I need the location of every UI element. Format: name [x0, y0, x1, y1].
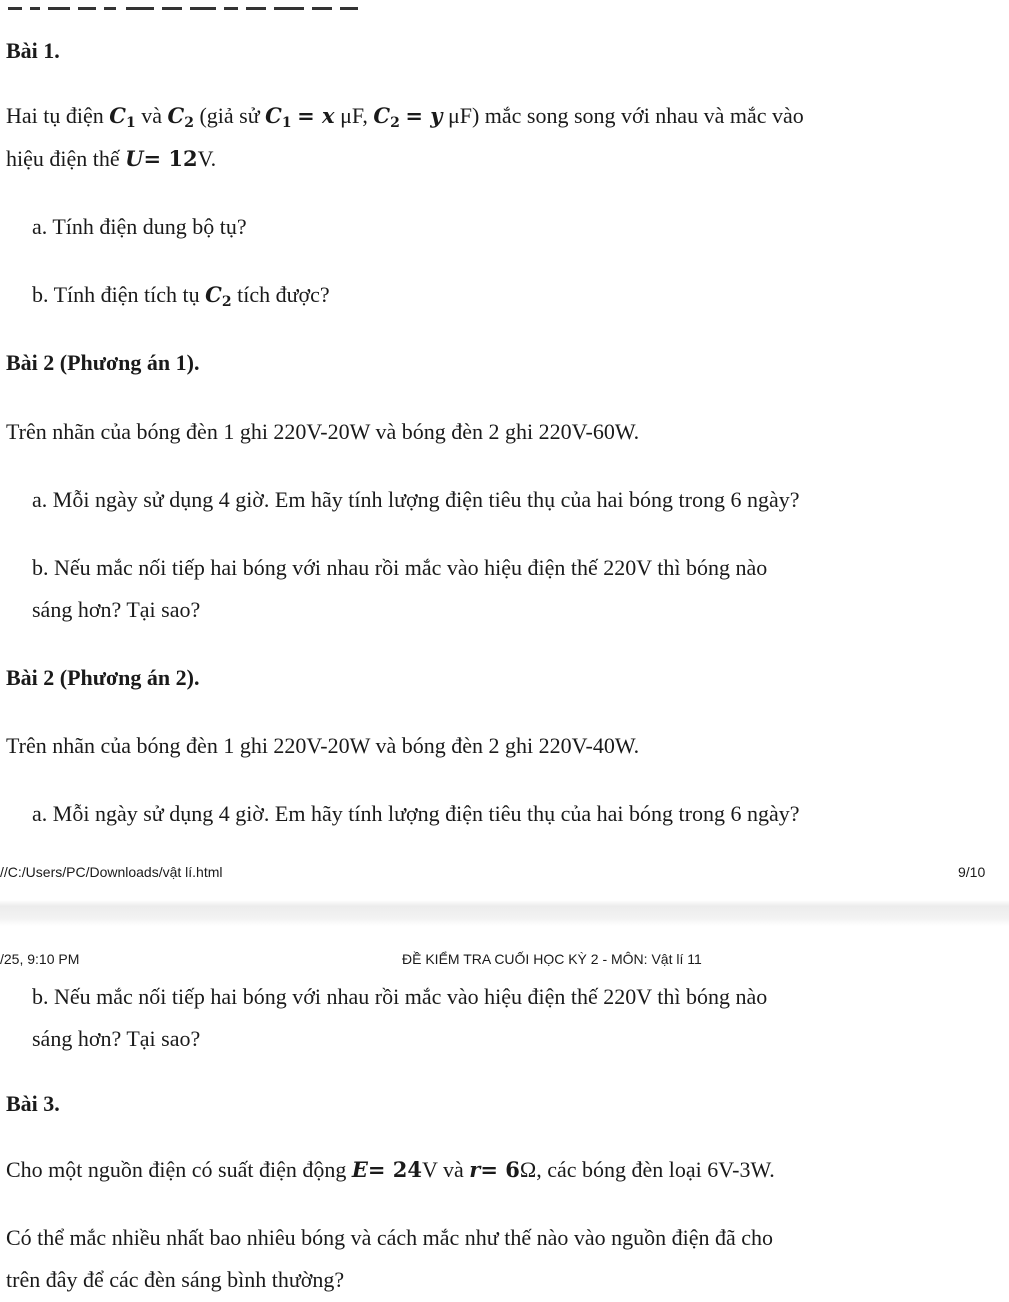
bai2-pa2-intro: Trên nhãn của bóng đèn 1 ghi 220V-20W và bóng đèn 2 ghi 220V-40W.	[6, 733, 640, 758]
bai1-question-a: a. Tính điện dung bộ tụ?	[32, 214, 247, 239]
print-header-title: ĐỀ KIỂM TRA CUỐI HỌC KỲ 2 - MÔN: Vật lí 11	[402, 951, 702, 967]
bai3-question-line1: Có thể mắc nhiều nhất bao nhiêu bóng và cách mắc như thế nào vào nguồn điện đã cho	[6, 1225, 774, 1250]
bai1-question-b	[32, 281, 330, 309]
bai3-question-line2: trên đây để các đèn sáng bình thường?	[6, 1267, 345, 1292]
bai3-intro-text: Cho một nguồn điện có suất điện động	[6, 1157, 347, 1182]
print-footer-url: //C:/Users/PC/Downloads/vật lí.html	[0, 864, 223, 880]
bai2-pa1-title: Bài 2 (Phương án 1).	[6, 350, 200, 375]
bai1-intro-line1	[6, 102, 804, 130]
unit-uf-2: μF) mắc song song với nhau và mắc vào	[447, 103, 804, 128]
resistance-symbol: r	[469, 1157, 481, 1182]
bai2-pa1-question-a: a. Mỗi ngày sử dụng 4 giờ. Em hãy tính lượng điện tiêu thụ của hai bóng trong 6 ngày?	[32, 487, 800, 512]
resistance-value: = 6	[480, 1157, 520, 1182]
unit-uf-1: μF,	[340, 103, 368, 128]
u-symbol: U	[125, 146, 144, 171]
cut-off-heading-remnant	[0, 0, 1009, 6]
bai1-intro-line2	[6, 145, 216, 173]
assume-text: (giả sử	[199, 103, 260, 128]
emf-value: = 24	[367, 1157, 423, 1182]
eq-x: = x	[297, 103, 335, 128]
bai1-b-text: b. Tính điện tích tụ	[32, 282, 200, 307]
bai3-intro	[6, 1156, 775, 1184]
c1-symbol-2: $C_1$	[265, 103, 292, 131]
voltage-text: hiệu điện thế	[6, 146, 120, 171]
print-footer-page-number: 9/10	[958, 864, 986, 880]
c2-symbol-2: $C_2$	[373, 103, 400, 131]
c2-symbol-3: $C_2$	[205, 282, 232, 310]
eq-y: = y	[405, 103, 443, 128]
bai1-title: Bài 1.	[6, 38, 60, 63]
bai1-b-end: tích được?	[237, 282, 330, 307]
bai3-title: Bài 3.	[6, 1091, 60, 1116]
u-value: = 12	[143, 146, 198, 171]
page-break-divider	[0, 900, 1009, 926]
emf-symbol: E	[351, 1157, 368, 1182]
u-unit: V.	[197, 146, 217, 171]
c1-symbol: $C_1$	[109, 103, 136, 131]
bai2-pa2-question-b-line1: b. Nếu mắc nối tiếp hai bóng với nhau rồi mắc vào hiệu điện thế 220V thì bóng nào	[32, 984, 768, 1009]
c2-symbol: $C_2$	[167, 103, 194, 131]
print-header-datetime: /25, 9:10 PM	[0, 951, 80, 967]
bai2-pa1-question-b-line2: sáng hơn? Tại sao?	[32, 597, 201, 622]
resistance-unit: Ω, các bóng đèn loại 6V-3W.	[519, 1157, 775, 1182]
bai1-intro-text: Hai tụ điện	[6, 103, 104, 128]
bai2-pa1-intro: Trên nhãn của bóng đèn 1 ghi 220V-20W và bóng đèn 2 ghi 220V-60W.	[6, 419, 640, 444]
bai2-pa2-question-b-line2: sáng hơn? Tại sao?	[32, 1026, 201, 1051]
bai2-pa2-question-a: a. Mỗi ngày sử dụng 4 giờ. Em hãy tính lượng điện tiêu thụ của hai bóng trong 6 ngày?	[32, 801, 800, 826]
bai2-pa2-title: Bài 2 (Phương án 2).	[6, 665, 200, 690]
bai2-pa1-question-b-line1: b. Nếu mắc nối tiếp hai bóng với nhau rồi mắc vào hiệu điện thế 220V thì bóng nào	[32, 555, 768, 580]
and-text: và	[141, 103, 162, 128]
emf-unit: V và	[422, 1157, 464, 1182]
